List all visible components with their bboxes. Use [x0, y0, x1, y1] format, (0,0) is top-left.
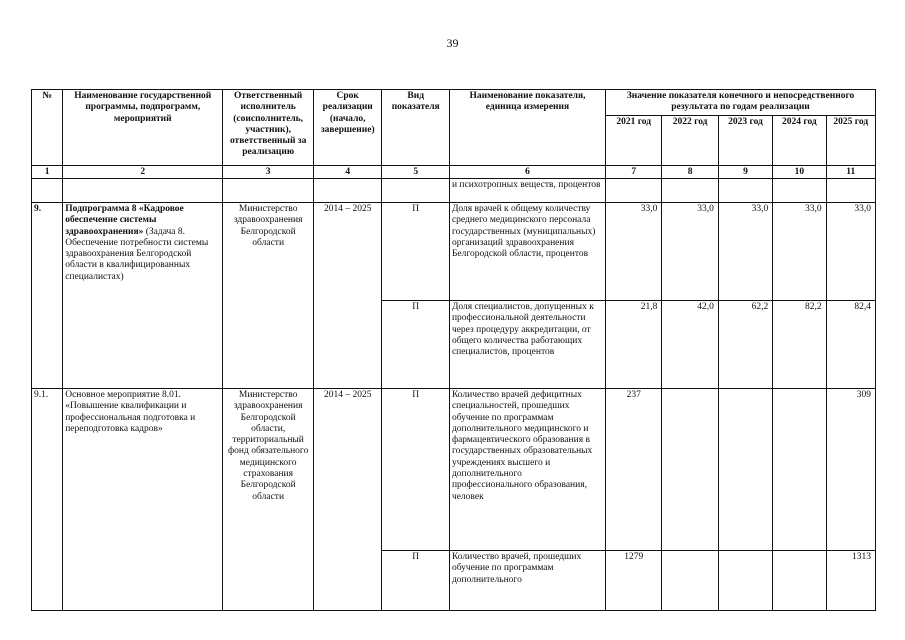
executor: Министерство здравоохранения Белгородской области, территориальный фонд обязательного медицинского страхования Белгородской области — [223, 389, 314, 611]
period: 2014 – 2025 — [313, 203, 381, 389]
value-2024 — [773, 551, 826, 611]
column-number: 4 — [313, 166, 381, 179]
value-2025: 33,0 — [826, 203, 875, 301]
indicator-name: Доля врачей к общему количеству среднего медицинского персонала государственных (муниципальных) организаций здравоохранения Белгородской области, процентов — [449, 203, 605, 301]
value-2021: 237 — [606, 389, 662, 551]
column-number: 10 — [773, 166, 826, 179]
column-number: 11 — [826, 166, 875, 179]
header-period: Срок реализации (начало, завершение) — [313, 90, 381, 166]
indicator-name: и психотропных веществ, процентов — [449, 179, 605, 203]
value-2023 — [718, 389, 772, 551]
header-year: 2021 год — [606, 116, 662, 166]
value-2024: 33,0 — [773, 203, 826, 301]
value-2023: 33,0 — [718, 203, 772, 301]
value-2023: 62,2 — [718, 301, 772, 389]
column-number: 5 — [382, 166, 449, 179]
value-2022: 33,0 — [662, 203, 718, 301]
row-number: 9. — [32, 203, 63, 389]
column-number: 7 — [606, 166, 662, 179]
event-name: Основное мероприятие 8.01. «Повышение квалификации и профессиональная подготовка и переподготовка кадров» — [63, 389, 223, 611]
indicator-type: П — [382, 203, 449, 301]
indicator-type: П — [382, 389, 449, 551]
value-2024: 82,2 — [773, 301, 826, 389]
header-number: № — [32, 90, 63, 166]
header-executor: Ответственный исполнитель (соисполнитель, участник), ответственный за реализацию — [223, 90, 314, 166]
header-indicator-name: Наименование показателя, единица измерения — [449, 90, 605, 166]
row-number: 9.1. — [32, 389, 63, 611]
value-2022 — [662, 389, 718, 551]
value-2024 — [773, 389, 826, 551]
subprogram-name — [63, 203, 223, 389]
header-year: 2022 год — [662, 116, 718, 166]
table-row — [32, 179, 876, 203]
value-2022 — [662, 551, 718, 611]
value-2025: 1313 — [826, 551, 875, 611]
value-2025: 82,4 — [826, 301, 875, 389]
header-year: 2024 год — [773, 116, 826, 166]
column-number: 8 — [662, 166, 718, 179]
value-2022: 42,0 — [662, 301, 718, 389]
value-2023 — [718, 551, 772, 611]
subprogram-title: Подпрограмма 8 «Кадровое обеспечение системы здравоохранения» — [65, 204, 184, 237]
value-2021: 33,0 — [606, 203, 662, 301]
table-row — [32, 389, 876, 551]
header-indicator-type: Вид показателя — [382, 90, 449, 166]
table-row — [32, 203, 876, 301]
value-2021: 21,8 — [606, 301, 662, 389]
indicator-name: Количество врачей, прошедших обучение по программам дополнительного — [449, 551, 605, 611]
column-number: 9 — [718, 166, 772, 179]
column-number: 3 — [223, 166, 314, 179]
indicator-type: П — [382, 551, 449, 611]
indicator-type: П — [382, 301, 449, 389]
indicator-name: Количество врачей дефицитных специальностей, прошедших обучение по программам дополнительного медицинского и фармацевтического образования в государственных образовательных учреждениях высшего и дополнительного профессионального образования, человек — [449, 389, 605, 551]
column-number: 2 — [63, 166, 223, 179]
page-number: 39 — [446, 36, 459, 50]
column-number: 6 — [449, 166, 605, 179]
subprogram-task: (Задача 8. Обеспечение потребности системы здравоохранения Белгородской области в квалифицированных специалистах) — [65, 226, 209, 282]
executor: Министерство здравоохранения Белгородской области — [223, 203, 314, 389]
header-values-group: Значение показателя конечного и непосредственного результата по годам реализации — [606, 90, 876, 116]
value-2021: 1279 — [606, 551, 662, 611]
column-number: 1 — [32, 166, 63, 179]
header-year: 2023 год — [718, 116, 772, 166]
value-2025: 309 — [826, 389, 875, 551]
period: 2014 – 2025 — [313, 389, 381, 611]
header-year: 2025 год — [826, 116, 875, 166]
header-program-name: Наименование государственной программы, подпрограмм, мероприятий — [63, 90, 223, 166]
indicators-table — [31, 89, 876, 611]
indicator-name: Доля специалистов, допущенных к профессиональной деятельности через процедуру аккредитации, от общего количества работающих специалистов, процентов — [449, 301, 605, 389]
